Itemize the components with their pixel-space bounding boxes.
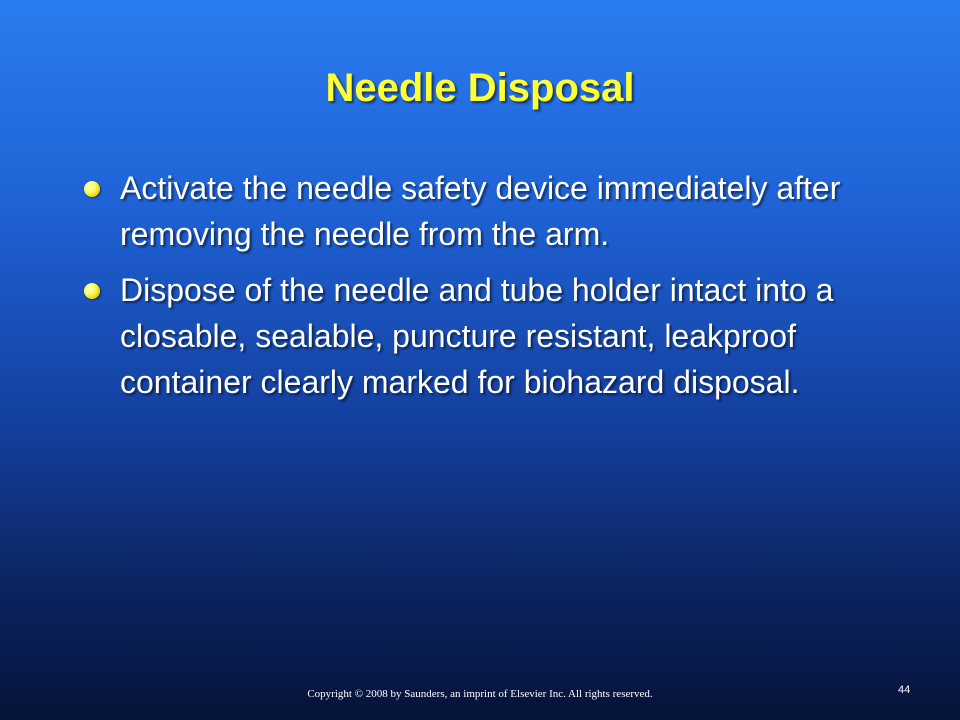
- bullet-dot-icon: [84, 181, 100, 197]
- bullet-list: [80, 165, 900, 415]
- bullet-text: Activate the needle safety device immediately after removing the needle from the arm.: [120, 170, 841, 252]
- bullet-item: [80, 267, 900, 405]
- bullet-dot-icon: [84, 283, 100, 299]
- bullet-item: [80, 165, 900, 257]
- copyright-footer: Copyright © 2008 by Saunders, an imprint of Elsevier Inc. All rights reserved.: [307, 688, 653, 700]
- page-number: 44: [898, 684, 911, 696]
- bullet-text: Dispose of the needle and tube holder intact into a closable, sealable, puncture resistant, leakproof container clearly marked for biohazard disposal.: [120, 272, 834, 400]
- slide-title: Needle Disposal: [325, 66, 635, 110]
